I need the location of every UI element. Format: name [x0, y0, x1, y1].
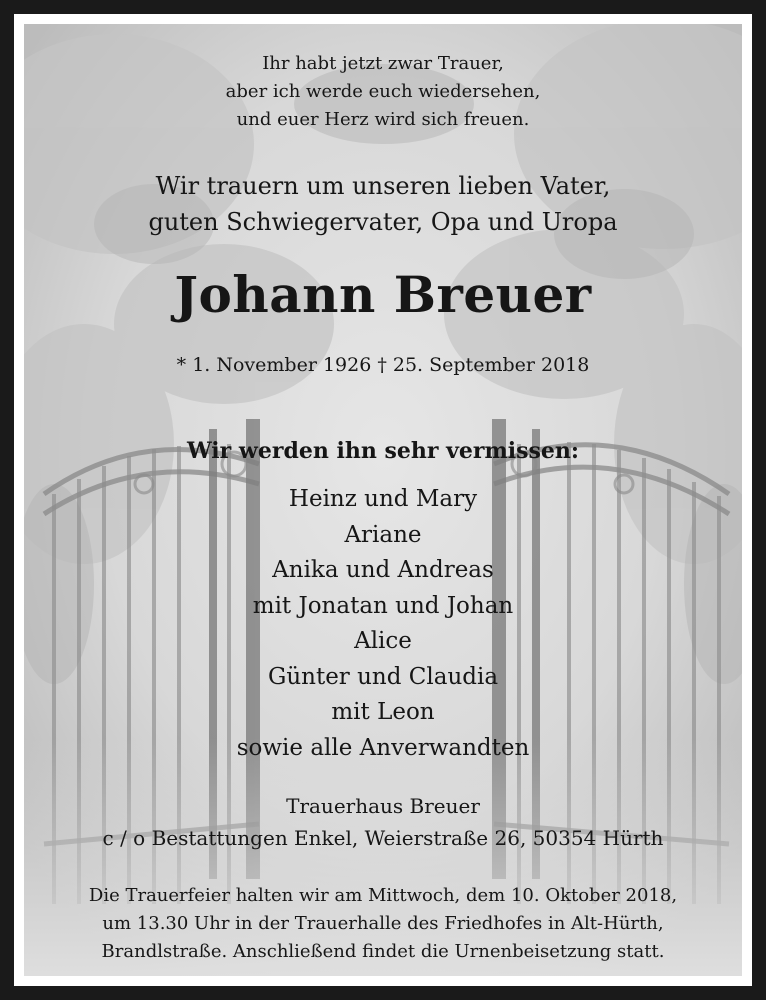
ceremony-line: um 13.30 Uhr in der Trauerhalle des Friedhofes in Alt-Hürth,	[102, 913, 664, 934]
family-member: Günter und Claudia	[267, 663, 499, 690]
verse-line: Ihr habt jetzt zwar Trauer,	[262, 53, 504, 74]
mourning-house-line: c / o Bestattungen Enkel, Weierstraße 26, 50354 Hürth	[102, 826, 664, 850]
bible-verse	[24, 50, 742, 134]
family-member: Anika und Andreas	[272, 557, 494, 583]
family-members-list	[24, 482, 742, 766]
verse-line: und euer Herz wird sich freuen.	[236, 109, 530, 130]
white-inner-border	[14, 14, 752, 986]
mourning-line: guten Schwiegervater, Opa und Uropa	[148, 208, 618, 236]
family-member: Ariane	[344, 521, 422, 548]
life-dates: * 1. November 1926 † 25. September 2018	[176, 354, 590, 376]
ceremony-line: Brandlstraße. Anschließend findet die Urnenbeisetzung statt.	[101, 941, 665, 962]
mourning-line: Wir trauern um unseren lieben Vater,	[155, 172, 611, 200]
verse-line: aber ich werde euch wiedersehen,	[225, 81, 541, 102]
deceased-name: Johann Breuer	[174, 265, 592, 324]
family-member: sowie alle Anverwandten	[236, 734, 530, 761]
family-member: Alice	[354, 628, 412, 654]
mourning-statement	[24, 168, 742, 240]
family-member: Heinz und Mary	[288, 486, 478, 512]
obituary-notice	[24, 24, 742, 976]
mourning-house-line: Trauerhaus Breuer	[286, 794, 480, 818]
family-heading: Wir werden ihn sehr vermissen:	[186, 438, 579, 464]
ceremony-line: Die Trauerfeier halten wir am Mittwoch, dem 10. Oktober 2018,	[88, 885, 678, 906]
family-member: mit Jonatan und Johan	[252, 592, 514, 619]
funeral-ceremony-info	[24, 882, 742, 966]
mourning-house-address	[24, 790, 742, 854]
family-member: mit Leon	[331, 699, 435, 725]
